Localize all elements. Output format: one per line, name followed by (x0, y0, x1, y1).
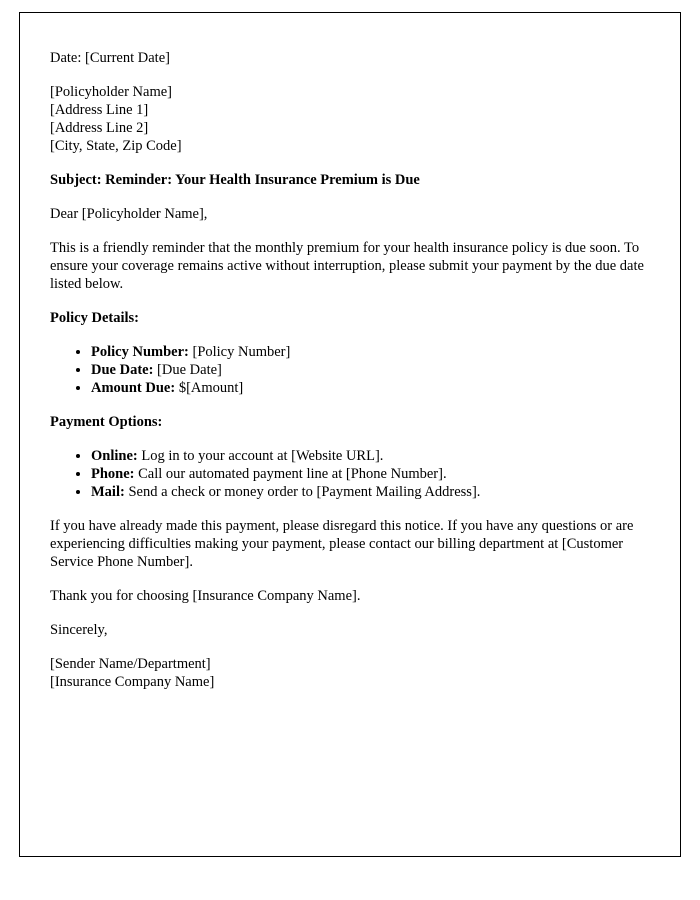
signature-company: [Insurance Company Name] (50, 674, 215, 690)
policy-detail-item-policy-number (91, 343, 650, 361)
payment-options-heading: Payment Options: (50, 414, 163, 430)
recipient-city-state-zip: [City, State, Zip Code] (50, 138, 182, 154)
policy-detail-value: [Due Date] (153, 362, 222, 378)
signature-sender: [Sender Name/Department] (50, 656, 211, 672)
policy-detail-item-amount-due (91, 379, 650, 397)
signature-block (50, 655, 650, 691)
letter-page (19, 12, 681, 857)
payment-option-label: Phone: (91, 466, 135, 482)
payment-option-label: Online: (91, 448, 138, 464)
payment-option-item-online (91, 447, 650, 465)
policy-details-list (50, 343, 650, 397)
policy-detail-item-due-date (91, 361, 650, 379)
recipient-address-line-2: [Address Line 2] (50, 120, 149, 136)
subject-line: Subject: Reminder: Your Health Insurance Premium is Due (50, 172, 420, 188)
payment-options-list (50, 447, 650, 501)
payment-option-value: Log in to your account at [Website URL]. (137, 448, 384, 464)
recipient-address-block (50, 83, 650, 155)
payment-option-label: Mail: (91, 484, 125, 500)
salutation: Dear [Policyholder Name], (50, 206, 208, 222)
thanks-paragraph: Thank you for choosing [Insurance Company Name]. (50, 588, 361, 604)
recipient-address-line-1: [Address Line 1] (50, 102, 149, 118)
policy-detail-label: Amount Due: (91, 380, 176, 396)
disregard-paragraph: If you have already made this payment, please disregard this notice. If you have any questions or are experiencing difficulties making your payment, please contact our billing department at [Customer Service Phone Number]. (50, 518, 634, 570)
policy-detail-label: Due Date: (91, 362, 154, 378)
payment-option-item-phone (91, 465, 650, 483)
payment-option-value: Call our automated payment line at [Phone Number]. (134, 466, 447, 482)
policy-detail-value: [Policy Number] (188, 344, 291, 360)
date-line: Date: [Current Date] (50, 50, 170, 66)
policy-detail-label: Policy Number: (91, 344, 189, 360)
payment-option-value: Send a check or money order to [Payment Mailing Address]. (124, 484, 481, 500)
policy-detail-value: $[Amount] (175, 380, 244, 396)
closing: Sincerely, (50, 622, 108, 638)
policy-details-heading: Policy Details: (50, 310, 139, 326)
intro-paragraph: This is a friendly reminder that the monthly premium for your health insurance policy is due soon. To ensure your coverage remains active without interruption, please submit your payment by the due date listed below. (50, 240, 644, 292)
recipient-name: [Policyholder Name] (50, 84, 173, 100)
payment-option-item-mail (91, 483, 650, 501)
